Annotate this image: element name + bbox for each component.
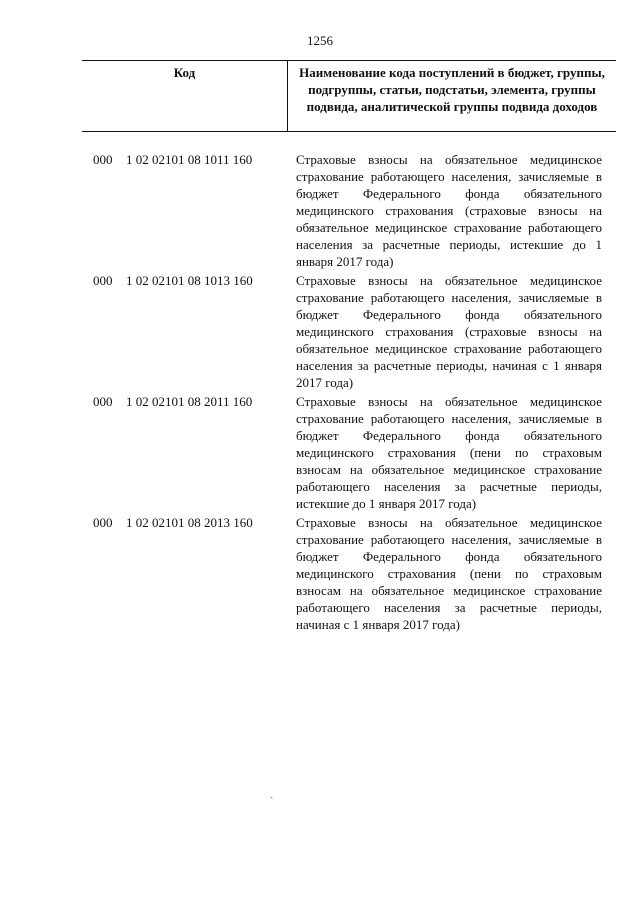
income-code: 1 02 02101 08 2013 160: [126, 515, 253, 530]
income-description: Страховые взносы на обязательное медицинское страхование работающего населения, зачисляемые в бюджет Федерального фонда обязательного медицинского страхования (пени по страховым взносам на обязательное медицинское страхование работающего населения за расчетные периоды, истекшие до 1 января 2017 года): [296, 394, 602, 511]
scan-mark: ˎ: [270, 788, 274, 799]
table-row: [82, 151, 616, 270]
page-number: 1256: [307, 33, 333, 48]
name-column-header: Наименование кода поступлений в бюджет, группы, подгруппы, статьи, подстатьи, элемента, группы подвида, аналитической группы подвида доходов: [299, 65, 605, 114]
admin-code: 000: [93, 273, 113, 288]
admin-code: 000: [93, 394, 113, 409]
table-row: [82, 393, 616, 512]
admin-code: 000: [93, 152, 113, 167]
admin-code: 000: [93, 515, 113, 530]
income-code: 1 02 02101 08 2011 160: [126, 394, 253, 409]
code-column-header: Код: [82, 61, 288, 131]
table-row: [82, 272, 616, 391]
table-header: [82, 60, 616, 132]
income-description: Страховые взносы на обязательное медицинское страхование работающего населения, зачисляемые в бюджет Федерального фонда обязательного медицинского страхования (страховые взносы на обязательное медицинское страхование работающего населения за расчетные периоды, истекшие до 1 января 2017 года): [296, 152, 602, 269]
code-table-body: [82, 151, 616, 635]
table-row: [82, 514, 616, 633]
income-code: 1 02 02101 08 1013 160: [126, 273, 253, 288]
income-description: Страховые взносы на обязательное медицинское страхование работающего населения, зачисляемые в бюджет Федерального фонда обязательного медицинского страхования (страховые взносы на обязательное медицинское страхование работающего населения за расчетные периоды, начиная с 1 января 2017 года): [296, 273, 602, 390]
income-description: Страховые взносы на обязательное медицинское страхование работающего населения, зачисляемые в бюджет Федерального фонда обязательного медицинского страхования (пени по страховым взносам на обязательное медицинское страхование работающего населения за расчетные периоды, начиная с 1 января 2017 года): [296, 515, 602, 632]
income-code: 1 02 02101 08 1011 160: [126, 152, 253, 167]
